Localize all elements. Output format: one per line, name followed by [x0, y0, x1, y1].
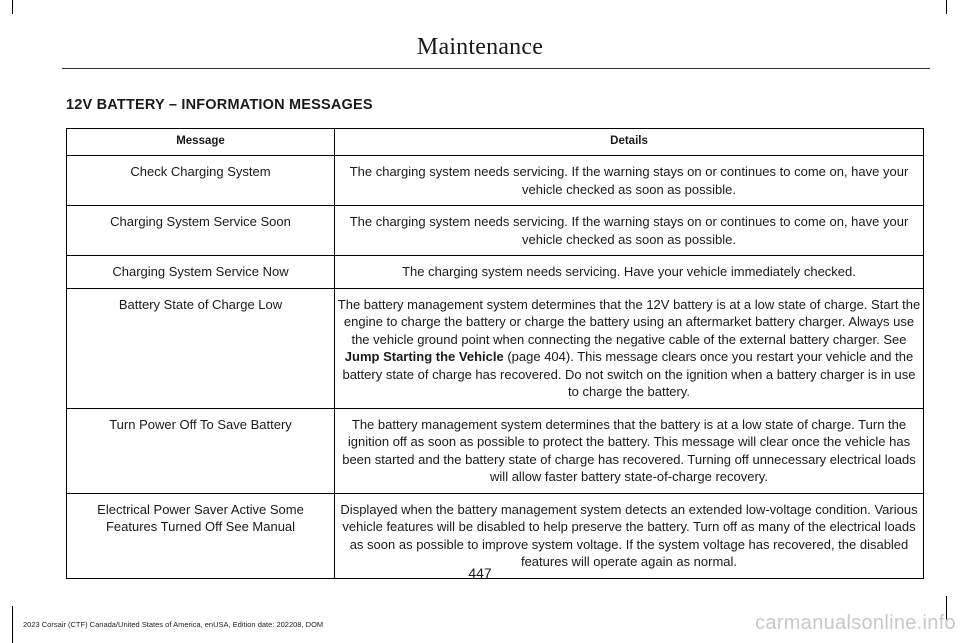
crop-mark-top-right [946, 0, 947, 14]
table-header-row [67, 129, 924, 156]
column-header-message: Message [67, 129, 335, 156]
table-row [67, 206, 924, 256]
details-cell: Displayed when the battery management system detects an extended low-voltage condition. Various vehicle features will be disabled to help preserve the battery. Turn off as many of the electrical loads as soon as possible to improve system voltage. If the system voltage has recovered, the disabled features will operate again as normal. [335, 493, 924, 578]
jump-starting-link[interactable]: Jump Starting the Vehicle [344, 349, 504, 364]
details-cell [335, 288, 924, 408]
message-cell: Check Charging System [67, 156, 335, 206]
header-divider [62, 68, 930, 69]
message-cell: Charging System Service Soon [67, 206, 335, 256]
message-line-1: Electrical Power Saver Active Some [97, 501, 304, 517]
message-cell: Turn Power Off To Save Battery [67, 408, 335, 493]
table-row [67, 408, 924, 493]
message-cell: Battery State of Charge Low [67, 288, 335, 408]
table-row [67, 256, 924, 289]
details-text-before: The battery management system determines that the 12V battery is at a low state of charge. Start the engine to charge the battery or charge the battery using an aftermarket battery charger. Always use the vehicle ground point when connecting the negative cable of the external battery charger. See [337, 296, 921, 347]
details-cell: The charging system needs servicing. Have your vehicle immediately checked. [335, 256, 924, 289]
section-title: 12V BATTERY – INFORMATION MESSAGES [66, 97, 373, 113]
message-line-2: Features Turned Off See Manual [105, 519, 296, 534]
table-row [67, 288, 924, 408]
table-row [67, 156, 924, 206]
information-messages-table [66, 128, 924, 579]
details-cell: The battery management system determines that the battery is at a low state of charge. Turn the ignition off as soon as possible to protect the battery. This message will clear once the vehicle has been started and the battery state of charge has recovered. Turning off unnecessary electrical loads will allow faster battery state-of-charge recovery. [335, 408, 924, 493]
details-cell: The charging system needs servicing. If the warning stays on or continues to come on, have your vehicle checked as soon as possible. [335, 206, 924, 256]
column-header-details: Details [335, 129, 924, 156]
details-text-after: (page 404). This message clears once you restart your vehicle and the battery state of charge has recovered. Do not switch on the ignition when a battery charger is in use to charge the battery. [342, 349, 916, 399]
crop-mark-top-left [12, 0, 13, 14]
crop-mark-bottom-left [12, 606, 13, 643]
watermark: carmanualsonline.info [755, 612, 956, 634]
details-cell: The charging system needs servicing. If the warning stays on or continues to come on, have your vehicle checked as soon as possible. [335, 156, 924, 206]
page-header-title: Maintenance [416, 34, 544, 60]
message-cell: Charging System Service Now [67, 256, 335, 289]
page-number: 447 [468, 565, 492, 581]
footer-edition-text: 2023 Corsair (CTF) Canada/United States of America, enUSA, Edition date: 202208, DOM [23, 620, 324, 629]
